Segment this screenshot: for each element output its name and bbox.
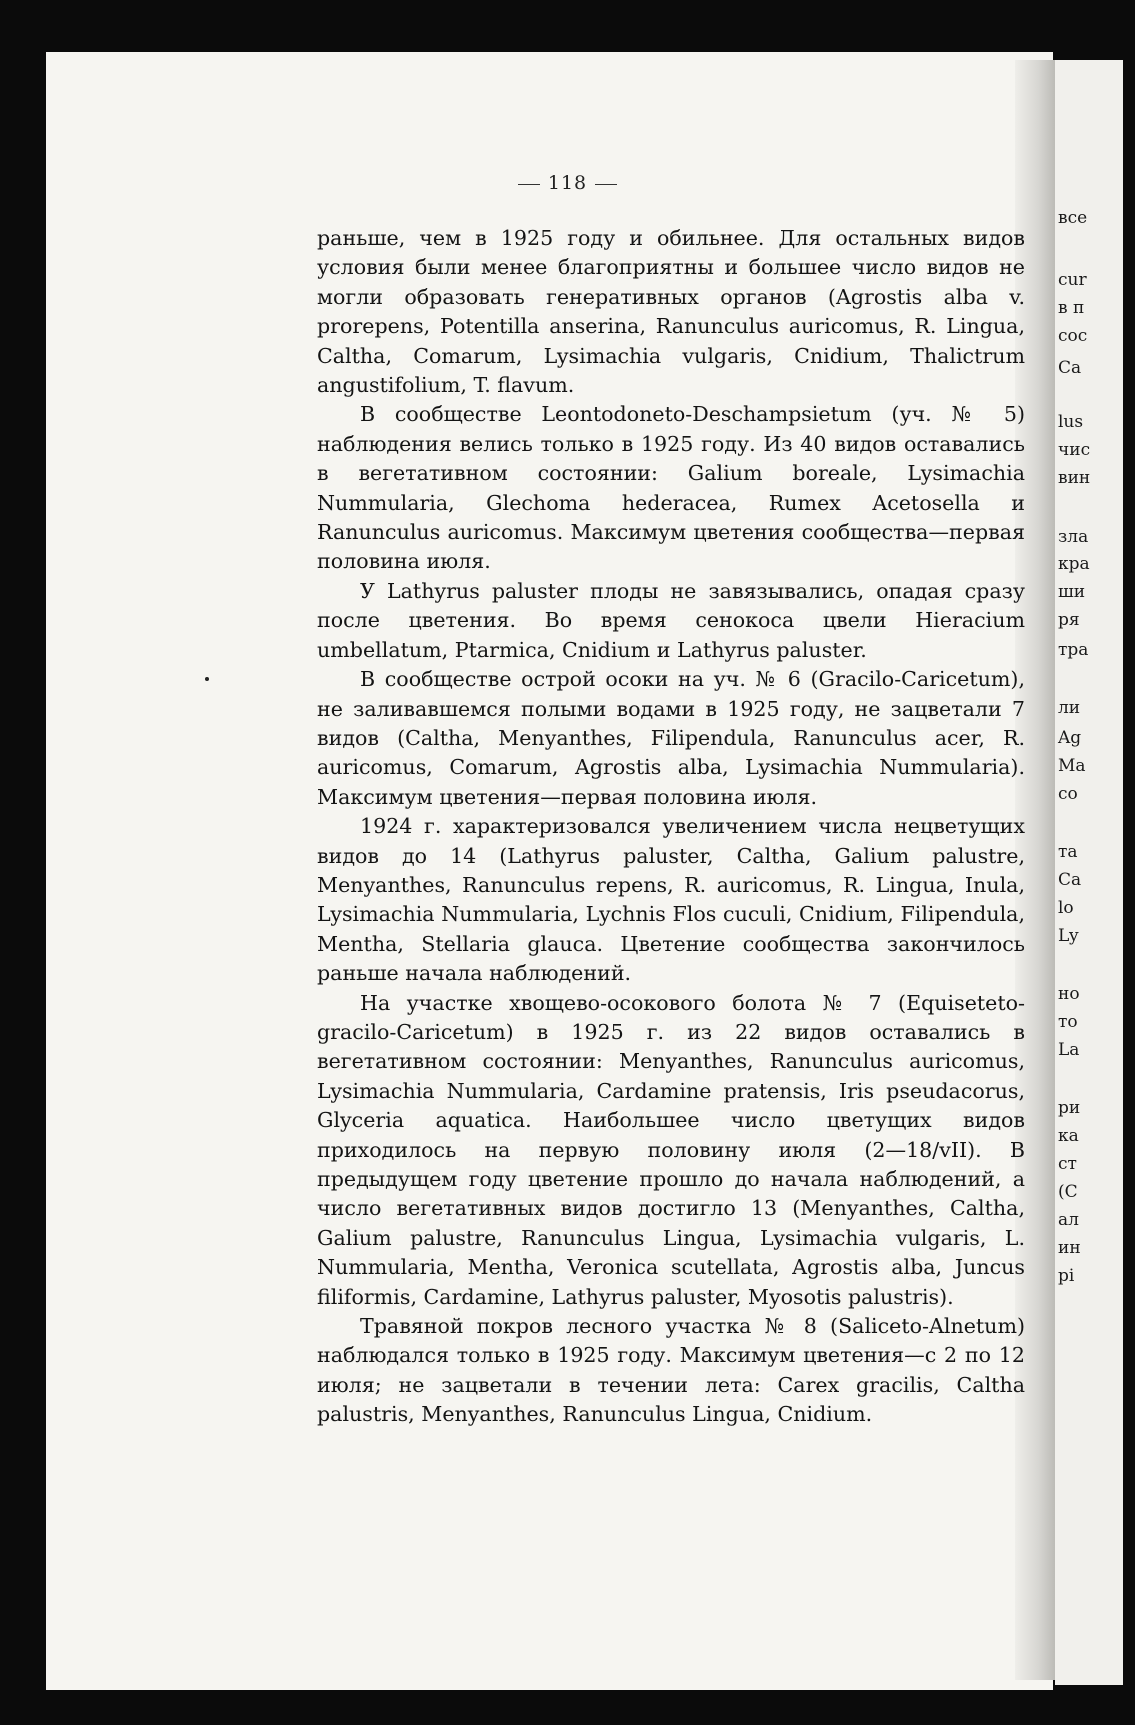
header-dash-right xyxy=(595,184,617,185)
adjacent-page-text-fragment: lo xyxy=(1058,898,1074,918)
adjacent-page-text-fragment: ли xyxy=(1058,698,1081,718)
page-number: 118 xyxy=(547,172,588,194)
adjacent-page-text-fragment: но xyxy=(1058,984,1080,1004)
adjacent-page-text-fragment: чис xyxy=(1058,440,1091,460)
adjacent-page-text-fragment: Ag xyxy=(1058,728,1082,748)
adjacent-page-text-fragment: Ca xyxy=(1058,870,1082,890)
adjacent-page-text-fragment: тра xyxy=(1058,640,1089,660)
adjacent-page-text-fragment: ал xyxy=(1058,1210,1079,1230)
margin-dot xyxy=(205,677,209,681)
adjacent-page-text-fragment: та xyxy=(1058,842,1078,862)
header-dash-left xyxy=(518,184,540,185)
paragraph: Травяной покров лесного участка № 8 (Saliceto-Alnetum) наблюдался только в 1925 году. Максимум цветения—с 2 по 12 июля; не зацветали в течении лета: Carex gracilis, Caltha palustris, Menyanthes, Ranunculus Lingua, Cnidium. xyxy=(317,1314,1025,1427)
paragraph: На участке хвощево-осокового болота № 7 (Equiseteto-gracilo-Caricetum) в 1925 г. из 22 видов оставались в вегетативном состоянии: Menyanthes, Ranunculus auricomus, Lysimachia Nummularia, Cardamine pratensis, Iris pseudacorus, Glyceria aquatica. Наибольшее число цветущих видов приходилось на первую половину июля (2—18/vII). В предыдущем году цветение прошло до начала наблюдений, а число вегетативных видов достигло 13 (Menyanthes, Caltha, Galium palustre, Ranunculus Lingua, Lysimachia vulgaris, L. Nummularia, Mentha, Veronica scutellata, Agrostis alba, Juncus filiformis, Cardamine, Lathyrus paluster, Myosotis palustris). xyxy=(317,990,1025,1309)
adjacent-page-text-fragment: все xyxy=(1058,208,1088,228)
adjacent-page-text-fragment: кра xyxy=(1058,554,1090,574)
paragraph: В сообществе Leontodoneto-Deschampsietum (уч. № 5) наблюдения велись только в 1925 году. Из 40 видов оставались в вегетативном состоянии: Galium boreale, Lysimachia Nummularia, Glechoma hederacea, Rumex Acetosella и Ranunculus auricomus. Максимум цветения сообщества—первая половина июля. xyxy=(317,402,1025,574)
body-text xyxy=(317,224,1025,1430)
adjacent-page-text-fragment: La xyxy=(1058,1040,1080,1060)
paragraph: В сообществе острой осоки на уч. № 6 (Gracilo-Caricetum), не заливавшемся полыми водами в 1925 году, не зацветали 7 видов (Caltha, Menyanthes, Filipendula, Ranunculus acer, R. auricomus, Comarum, Agrostis alba, Lysimachia Nummularia). Максимум цветения—первая половина июля. xyxy=(317,667,1025,809)
adjacent-page-text-fragment: lus xyxy=(1058,412,1084,432)
adjacent-page-text-fragment: pi xyxy=(1058,1266,1075,1286)
adjacent-page-edge xyxy=(1055,60,1123,1685)
adjacent-page-text-fragment: ин xyxy=(1058,1238,1081,1258)
adjacent-page-text-fragment: (С xyxy=(1058,1182,1078,1202)
adjacent-page-text-fragment: ши xyxy=(1058,582,1086,602)
adjacent-page-text-fragment: Са xyxy=(1058,358,1082,378)
adjacent-page-text-fragment: со xyxy=(1058,784,1078,804)
adjacent-page-text-fragment: сос xyxy=(1058,326,1088,346)
page-number-header xyxy=(0,172,1135,194)
adjacent-page-text-fragment: то xyxy=(1058,1012,1078,1032)
adjacent-page-text-fragment: ри xyxy=(1058,1098,1081,1118)
adjacent-page-text-fragment: зла xyxy=(1058,527,1089,547)
paragraph: 1924 г. характеризовался увеличением числа нецветущих видов до 14 (Lathyrus paluster, Caltha, Galium palustre, Menyanthes, Ranunculus repens, R. auricomus, R. Lingua, Inula, Lysimachia Nummularia, Lychnis Flos cuculi, Cnidium, Filipendula, Mentha, Stellaria glauca. Цветение сообщества закончилось раньше начала наблюдений. xyxy=(317,814,1025,986)
adjacent-page-text-fragment: ст xyxy=(1058,1154,1077,1174)
adjacent-page-text-fragment: cur xyxy=(1058,270,1087,290)
adjacent-page-text-fragment: в п xyxy=(1058,298,1085,318)
paragraph: У Lathyrus paluster плоды не завязывались, опадая сразу после цветения. Во время сенокоса цвели Hieracium umbellatum, Ptarmica, Cnidium и Lathyrus paluster. xyxy=(317,578,1025,662)
adjacent-page-text-fragment: Ма xyxy=(1058,756,1086,776)
paragraph: раньше, чем в 1925 году и обильнее. Для остальных видов условия были менее благоприятны и большее число видов не могли образовать генеративных органов (Agrostis alba v. prorepens, Potentilla anserina, Ranunculus auricomus, R. Lingua, Caltha, Comarum, Lysimachia vulgaris, Cnidium, Thalictrum angustifolium, T. flavum. xyxy=(317,226,1025,398)
adjacent-page-text-fragment: ря xyxy=(1058,610,1080,630)
adjacent-page-text-fragment: вин xyxy=(1058,468,1091,488)
adjacent-page-text-fragment: ка xyxy=(1058,1126,1079,1146)
adjacent-page-text-fragment: Ly xyxy=(1058,926,1079,946)
